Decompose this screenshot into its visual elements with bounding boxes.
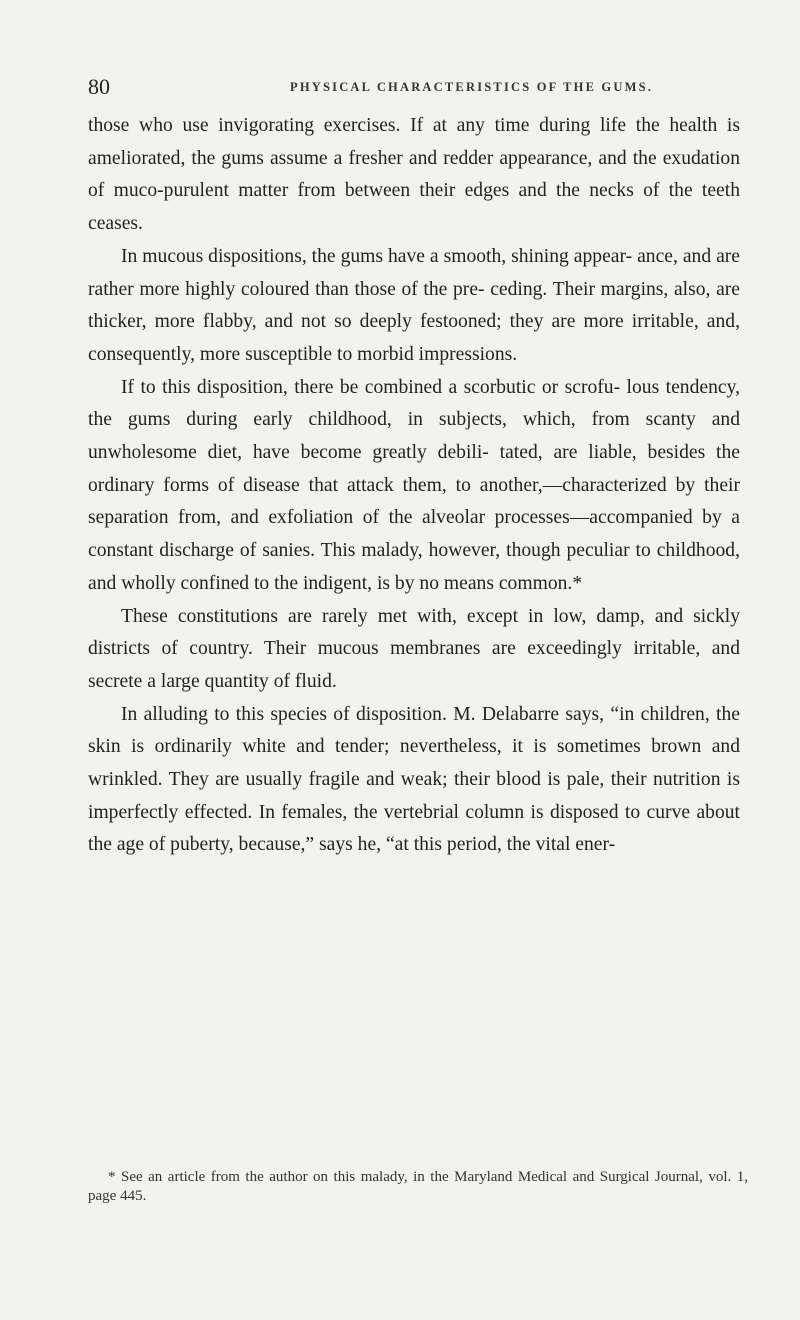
paragraph-delabarre-quote: In alluding to this species of disposition. M. Delabarre says, “in children, the skin is ordinarily white and tender; nevertheless, it is sometimes brown and wrinkled. They are usually fragile and weak; their blood is pale, their nutrition is imperfectly effected. In females, the vertebrial column is disposed to curve about the age of puberty, because,” says he, “at this period, the vital ener- bbox=[88, 703, 740, 856]
paragraph-mucous-dispositions: In mucous dispositions, the gums have a smooth, shining appear- ance, and are rather more highly coloured than those of the pre- ceding. Their margins, also, are thicker, more flabby, and not so deeply festooned; they are more irritable, and, consequently, more susceptible to morbid impressions. bbox=[88, 245, 740, 365]
body-text bbox=[88, 110, 740, 862]
paragraph-continuation: those who use invigorating exercises. If at any time during life the health is ameliorated, the gums assume a fresher and redder appearance, and the exudation of muco-purulent matter from between their edges and the necks of the teeth ceases. bbox=[88, 115, 740, 235]
footnote-text: * See an article from the author on this malady, in the Maryland Medical and Surgical Journal, vol. 1, page 445. bbox=[88, 1169, 748, 1204]
running-title: PHYSICAL CHARACTERISTICS OF THE GUMS. bbox=[290, 80, 654, 94]
page-number: 80 bbox=[88, 74, 110, 99]
paragraph-constitutions: These constitutions are rarely met with, except in low, damp, and sickly districts of country. Their mucous membranes are exceedingly irritable, and secrete a large quantity of fluid. bbox=[88, 605, 740, 692]
page-header bbox=[88, 74, 740, 102]
footnote bbox=[88, 1168, 748, 1206]
paragraph-scorbutic-tendency: If to this disposition, there be combined a scorbutic or scrofu- lous tendency, the gums during early childhood, in subjects, which, from scanty and unwholesome diet, have become greatly debili- tated, are liable, besides the ordinary forms of disease that attack them, to another,—characterized by their separation from, and exfoliation of the alveolar processes—accompanied by a constant discharge of sanies. This malady, however, though peculiar to childhood, and wholly confined to the indigent, is by no means common.* bbox=[88, 376, 740, 594]
